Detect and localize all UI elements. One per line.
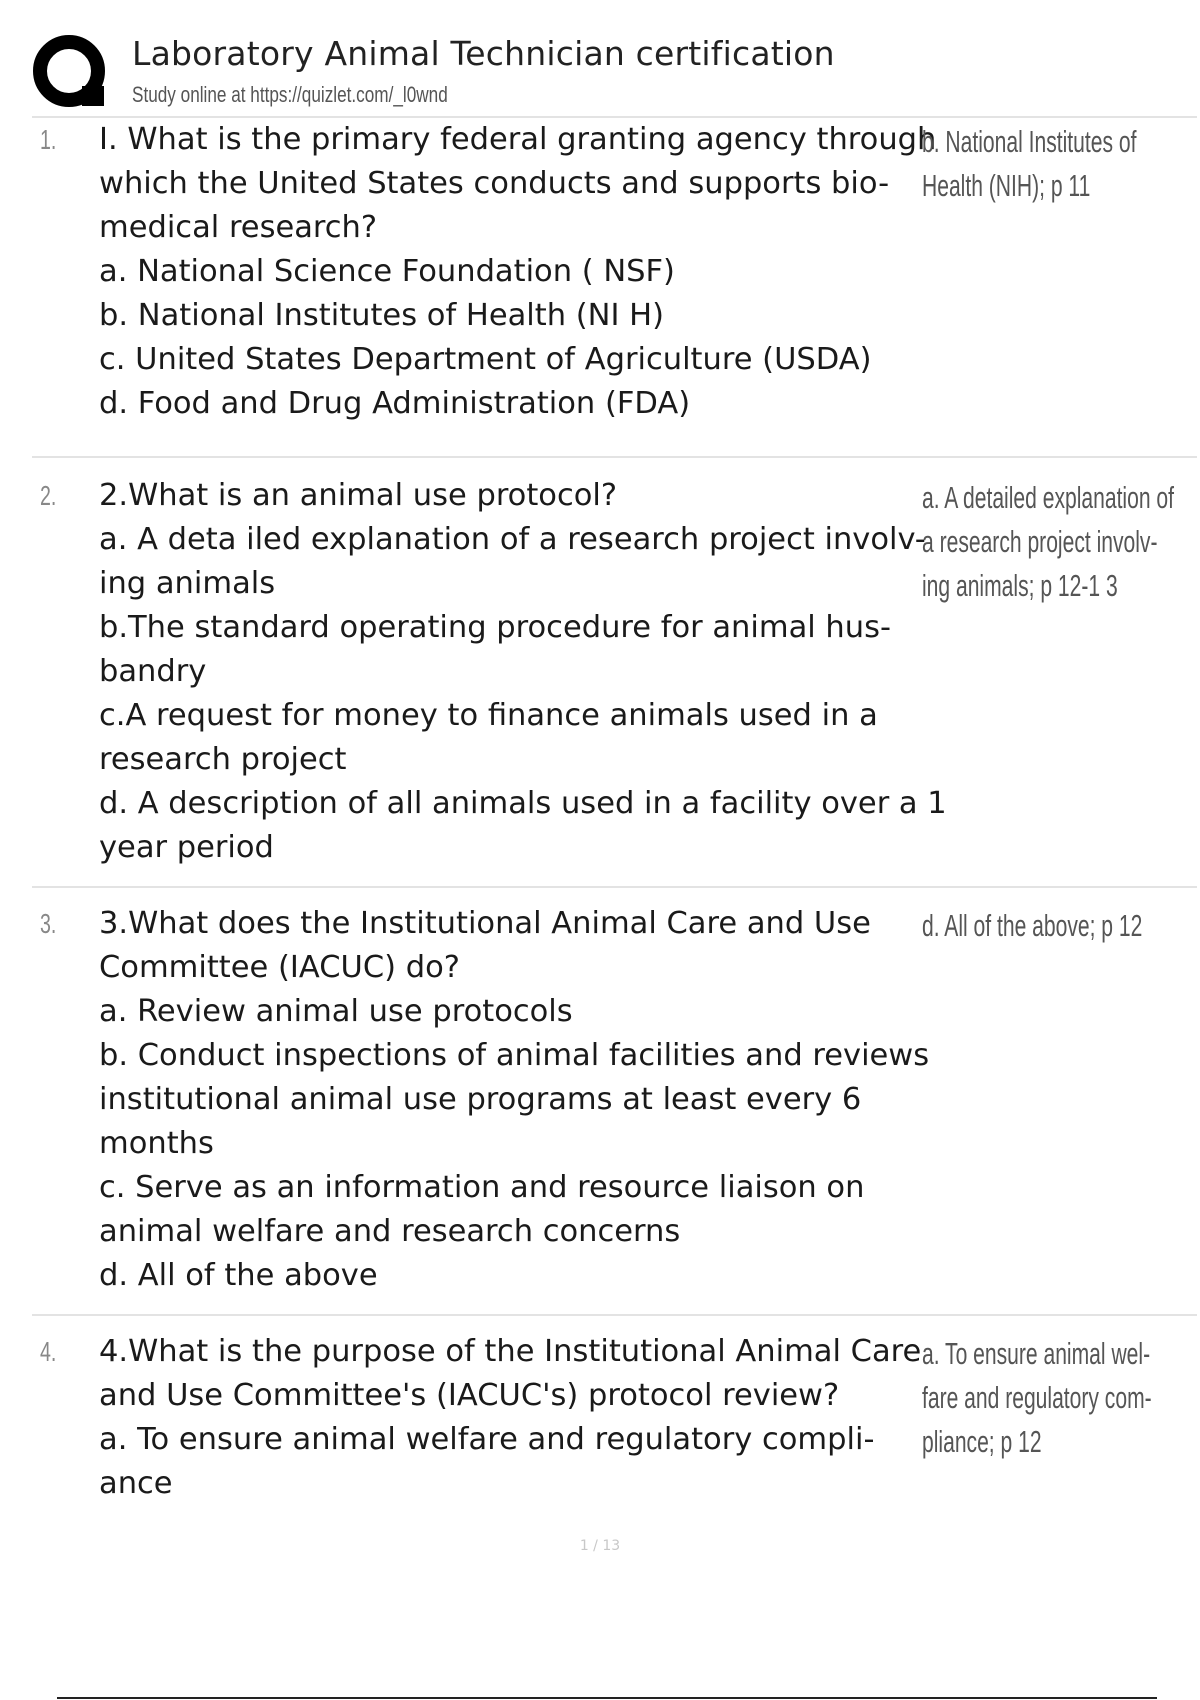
term-line: d. All of the above	[99, 1258, 378, 1293]
term-line: research project	[99, 742, 347, 777]
term-line: 2.What is an animal use protocol?	[99, 478, 618, 513]
card-term	[99, 474, 949, 870]
flashcard	[32, 902, 1197, 1316]
page-header	[32, 28, 1197, 118]
card-number: 1.	[40, 124, 57, 155]
definition-line: a. A detailed explanation of	[922, 480, 1174, 515]
term-line: b. Conduct inspections of animal facilities and reviews	[99, 1038, 930, 1073]
term-line: b. National Institutes of Health (NI H)	[99, 298, 664, 333]
term-line: medical research?	[99, 210, 378, 245]
flashcard	[32, 118, 1197, 458]
flashcard	[32, 1330, 1197, 1530]
card-term	[99, 1330, 949, 1506]
term-line: 3.What does the Institutional Animal Care and Use	[99, 906, 871, 941]
term-line: c.A request for money to finance animals used in a	[99, 698, 878, 733]
definition-line: a research project involv-	[922, 524, 1158, 559]
term-line: a. National Science Foundation ( NSF)	[99, 254, 675, 289]
term-line: d. A description of all animals used in a facility over a 1	[99, 786, 947, 821]
term-line: b.The standard operating procedure for animal hus-	[99, 610, 891, 645]
study-online-link[interactable]: Study online at https://quizlet.com/_l0wnd	[132, 82, 448, 107]
card-number: 2.	[40, 480, 57, 511]
card-number: 4.	[40, 1336, 57, 1367]
term-line: c. Serve as an information and resource liaison on	[99, 1170, 865, 1205]
definition-line: ing animals; p 12-1 3	[922, 568, 1118, 603]
page-indicator: 1 / 13	[579, 1538, 621, 1554]
document-title: Laboratory Animal Technician certification	[132, 34, 835, 73]
definition-line: Health (NIH); p 11	[922, 168, 1091, 203]
term-line: animal welfare and research concerns	[99, 1214, 681, 1249]
term-line: a. A deta iled explanation of a research project involv-	[99, 522, 926, 557]
card-definition	[922, 120, 1167, 208]
definition-line: fare and regulatory com-	[922, 1380, 1152, 1415]
term-line: institutional animal use programs at least every 6	[99, 1082, 862, 1117]
term-line: year period	[99, 830, 274, 865]
definition-line: d. All of the above; p 12	[922, 908, 1143, 943]
term-line: a. Review animal use protocols	[99, 994, 573, 1029]
card-number: 3.	[40, 908, 57, 939]
term-line: and Use Committee's (IACUC's) protocol review?	[99, 1378, 840, 1413]
term-line: c. United States Department of Agriculture (USDA)	[99, 342, 872, 377]
term-line: I. What is the primary federal granting agency through	[99, 122, 937, 157]
card-definition	[922, 904, 1167, 948]
term-line: months	[99, 1126, 214, 1161]
term-line: a. To ensure animal welfare and regulatory compli-	[99, 1422, 875, 1457]
definition-line: pliance; p 12	[922, 1424, 1042, 1459]
term-line: ance	[99, 1466, 173, 1501]
card-definition	[922, 1332, 1167, 1464]
card-term	[99, 902, 949, 1298]
card-term	[99, 118, 949, 426]
definition-line: b. National Institutes of	[922, 124, 1137, 159]
flashcard	[32, 474, 1197, 888]
term-line: which the United States conducts and supports bio-	[99, 166, 890, 201]
term-line: Committee (IACUC) do?	[99, 950, 460, 985]
footer-divider	[57, 1697, 1157, 1699]
term-line: bandry	[99, 654, 207, 689]
definition-line: a. To ensure animal wel-	[922, 1336, 1151, 1371]
term-line: d. Food and Drug Administration (FDA)	[99, 386, 691, 421]
card-definition	[922, 476, 1174, 608]
term-line: 4.What is the purpose of the Institutional Animal Care	[99, 1334, 922, 1369]
quizlet-logo-icon	[32, 34, 110, 112]
term-line: ing animals	[99, 566, 276, 601]
